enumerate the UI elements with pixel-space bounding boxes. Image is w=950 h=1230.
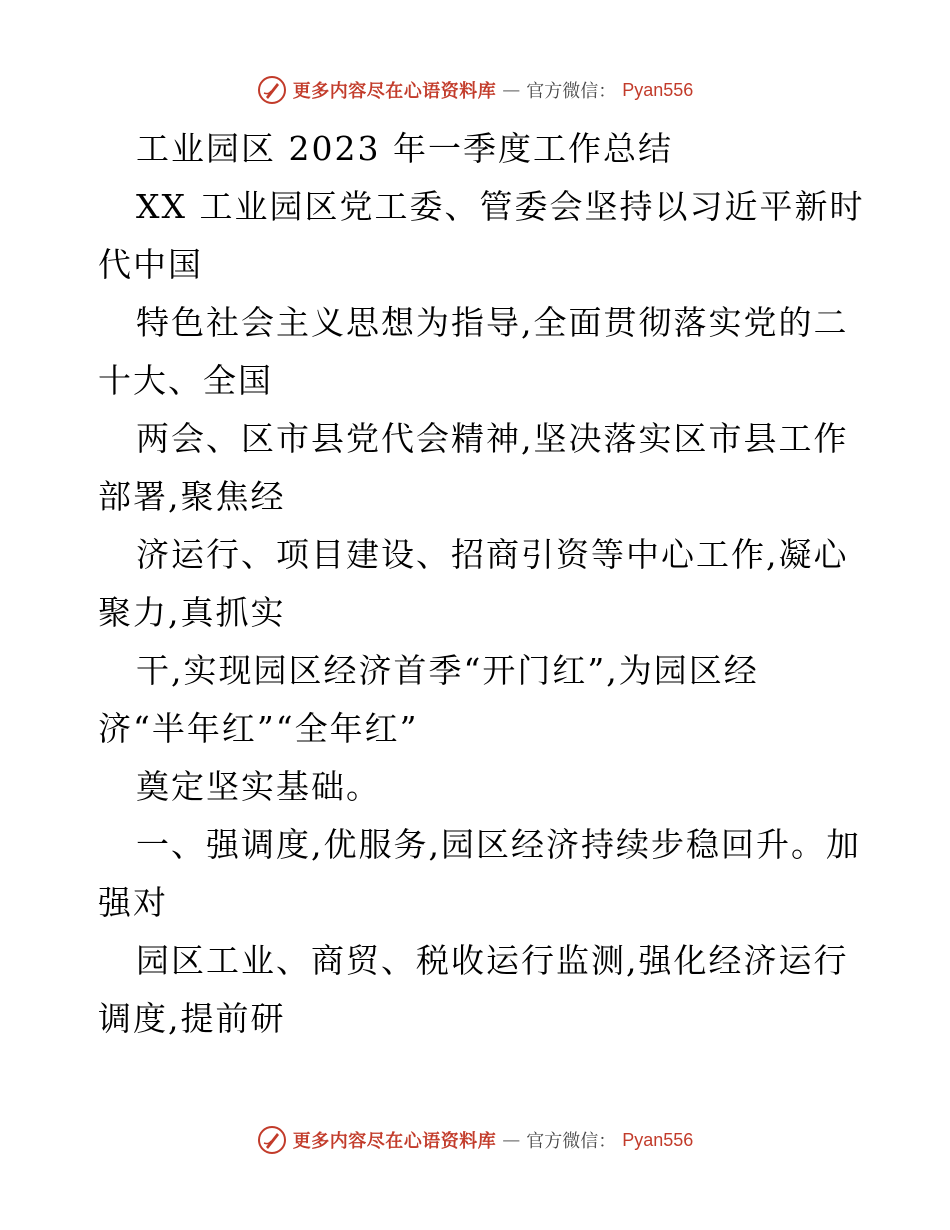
paragraph-line: 两会、区市县党代会精神,坚决落实区市县工作	[136, 419, 849, 458]
paragraph-line: 济“半年红”“全年红”	[98, 709, 419, 748]
footer-banner-content	[257, 1125, 694, 1155]
paragraph-line: 十大、全国	[98, 361, 273, 400]
quill-pen-seal-icon	[257, 1125, 287, 1155]
header-banner-separator: —	[502, 79, 521, 101]
footer-banner-separator: —	[502, 1129, 521, 1151]
paragraph-line: 部署,聚焦经	[98, 477, 286, 516]
header-banner-main-text: 更多内容尽在心语资料库	[292, 81, 497, 102]
document-body	[98, 120, 865, 1048]
paragraph-line: 园区工业、商贸、税收运行监测,强化经济运行	[136, 941, 849, 980]
paragraph-line: 济运行、项目建设、招商引资等中心工作,凝心	[136, 535, 849, 574]
footer-banner-main-text: 更多内容尽在心语资料库	[292, 1131, 497, 1152]
header-banner-wechat-label: 官方微信：	[526, 81, 617, 102]
paragraph-line: 调度,提前研	[98, 999, 286, 1038]
paragraph-line: 奠定坚实基础。	[136, 767, 381, 806]
document-title: 工业园区 2023 年一季度工作总结	[136, 129, 673, 168]
footer-banner-wechat-id: Pyan556	[622, 1129, 694, 1150]
section-heading-line: 一、强调度,优服务,园区经济持续步稳回升。加	[136, 825, 861, 864]
paragraph-line: 干,实现园区经济首季“开门红”,为园区经	[136, 651, 759, 690]
paragraph-line: 代中国	[98, 245, 203, 284]
paragraph-line: 特色社会主义思想为指导,全面贯彻落实党的二	[136, 303, 849, 342]
quill-pen-seal-icon	[257, 75, 287, 105]
paragraph-line: 聚力,真抓实	[98, 593, 286, 632]
footer-banner	[0, 1120, 950, 1160]
header-banner-content	[257, 75, 694, 105]
footer-banner-wechat-label: 官方微信：	[526, 1131, 617, 1152]
paragraph-line: XX 工业园区党工委、管委会坚持以习近平新时	[136, 187, 865, 226]
header-banner	[0, 70, 950, 110]
header-banner-wechat-id: Pyan556	[622, 79, 694, 100]
paragraph-line: 强对	[98, 883, 168, 922]
